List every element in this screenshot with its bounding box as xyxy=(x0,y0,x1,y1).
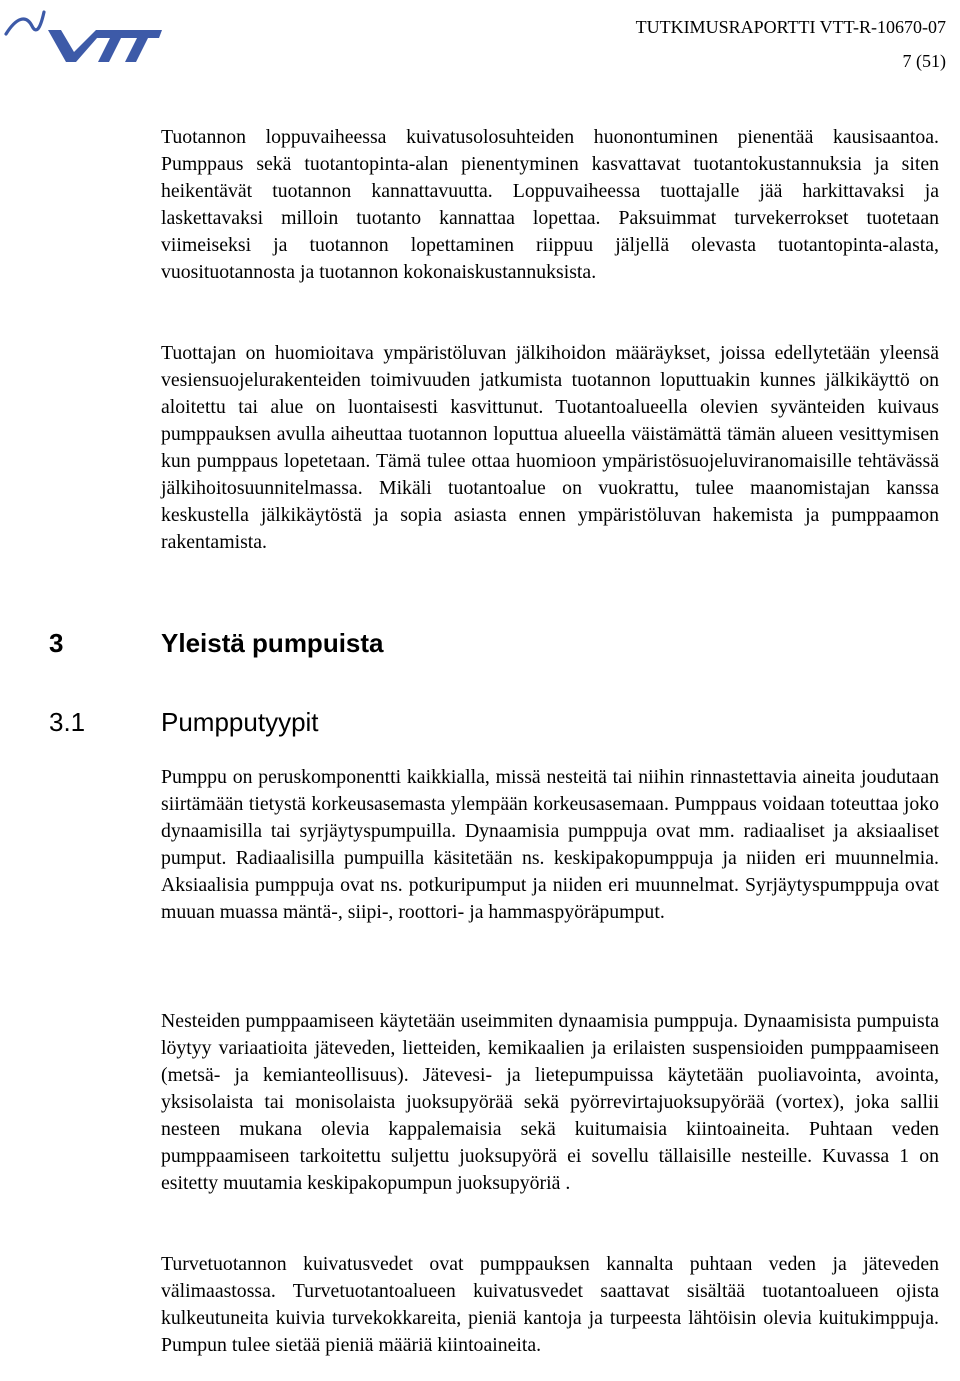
section-title: Yleistä pumpuista xyxy=(161,628,384,658)
report-id: TUTKIMUSRAPORTTI VTT-R-10670-07 xyxy=(635,17,946,37)
vtt-logo-icon xyxy=(4,4,164,66)
paragraph: Tuottajan on huomioitava ympäristöluvan jälkihoidon määräykset, joissa edellytetään yleensä vesiensuojelurakenteiden toimivuuden jatkumista tuotannon loputtuakin kunnes jälkikäyttö on aloitettu tai alue on luontaisesti kasvittunut. Tuotantoalueella olevien syvänteiden kuivaus pumppauksen avulla aiheuttaa tuotannon loputtua alueella väistämättä tämän alueen vesittymisen kun pumppaus lopetetaan. Tämä tulee ottaa huomioon ympäristösuojeluviranomaisille tehtävässä jälkihoitosuunnitelmassa. Mikäli tuotantoalue on vuokrattu, tulee maanomistajan kanssa keskustella jälkikäytöstä ja sopia asiasta ennen ympäristöluvan hakemista ja pumppaamon rakentamista. xyxy=(161,342,939,553)
vtt-logo xyxy=(4,4,164,71)
paragraph: Turvetuotannon kuivatusvedet ovat pumppauksen kannalta puhtaan veden ja jäteveden välimaastossa. Turvetuotantoalueen kuivatusvedet saattavat sisältää tuotantoalueen ojista kulkeutuneita kuivia turvekokkareita, pieniä kantoja ja turpeesta lähtöisin olevia kuitukimppuja. Pumpun tulee sietää pieniä määriä kiintoaineita. xyxy=(161,1253,939,1356)
subsection-title: Pumpputyypit xyxy=(161,707,319,737)
paragraph: Tuotannon loppuvaiheessa kuivatusolosuhteiden huonontuminen pienentää kausisaantoa. Pumppaus sekä tuotantopinta-alan pienentyminen kasvattavat tuotantokustannuksia ja siten heikentävät tuotannon kannattavuutta. Loppuvaiheessa tuottajalle jää harkittavaksi ja laskettavaksi milloin tuotanto kannattaa lopettaa. Paksuimmat turvekerrokset tuotetaan viimeiseksi ja tuotannon lopettaminen riippuu jäljellä olevasta tuotantopinta-alasta, vuosituotannosta ja tuotannon kokonaiskustannuksista. xyxy=(161,126,939,283)
page-number: 7 (51) xyxy=(902,51,946,71)
paragraph: Pumppu on peruskomponentti kaikkialla, missä nesteitä tai niihin rinnastettavia aineita joudutaan siirtämään tietystä korkeusasemasta ylempään korkeusasemaan. Pumppaus voidaan toteuttaa joko dynaamisilla tai syrjäytyspumpuilla. Dynaamisia pumppuja ovat mm. radiaaliset ja aksiaaliset pumput. Radiaalisilla pumpuilla käsitetään ns. keskipakopumppuja ja niiden eri muunnelmia. Aksiaalisia pumppuja ovat ns. potkuripumput ja niiden eri muunnelmat. Syrjäytyspumppuja ovat muuan muassa mäntä-, siipi-, roottori- ja hammaspyöräpumput. xyxy=(161,766,939,923)
section-number: 3 xyxy=(49,628,64,658)
paragraph: Nesteiden pumppaamiseen käytetään useimmiten dynaamisia pumppuja. Dynaamisista pumpuista löytyy variaatioita jäteveden, lietteiden, kemikaalien ja erilaisten suspensioiden pumppaamiseen (metsä- ja kemianteollisuus). Jätevesi- ja lietepumpuissa käytetään puoliavointa, avointa, yksisolaista tai monisolaista juoksupyörää sekä pyörrevirtajuoksupyörää (vortex), joka sallii nesteen mukana olevia kappalemaisia sekä kuitumaisia kiintoaineita. Puhtaan veden pumppaamiseen tarkoitettu suljettu juoksupyörä ei sovellu tällaisille nesteille. Kuvassa 1 on esitetty muutamia keskipakopumpun juoksupyöriä . xyxy=(161,1010,939,1194)
subsection-number: 3.1 xyxy=(49,707,86,737)
